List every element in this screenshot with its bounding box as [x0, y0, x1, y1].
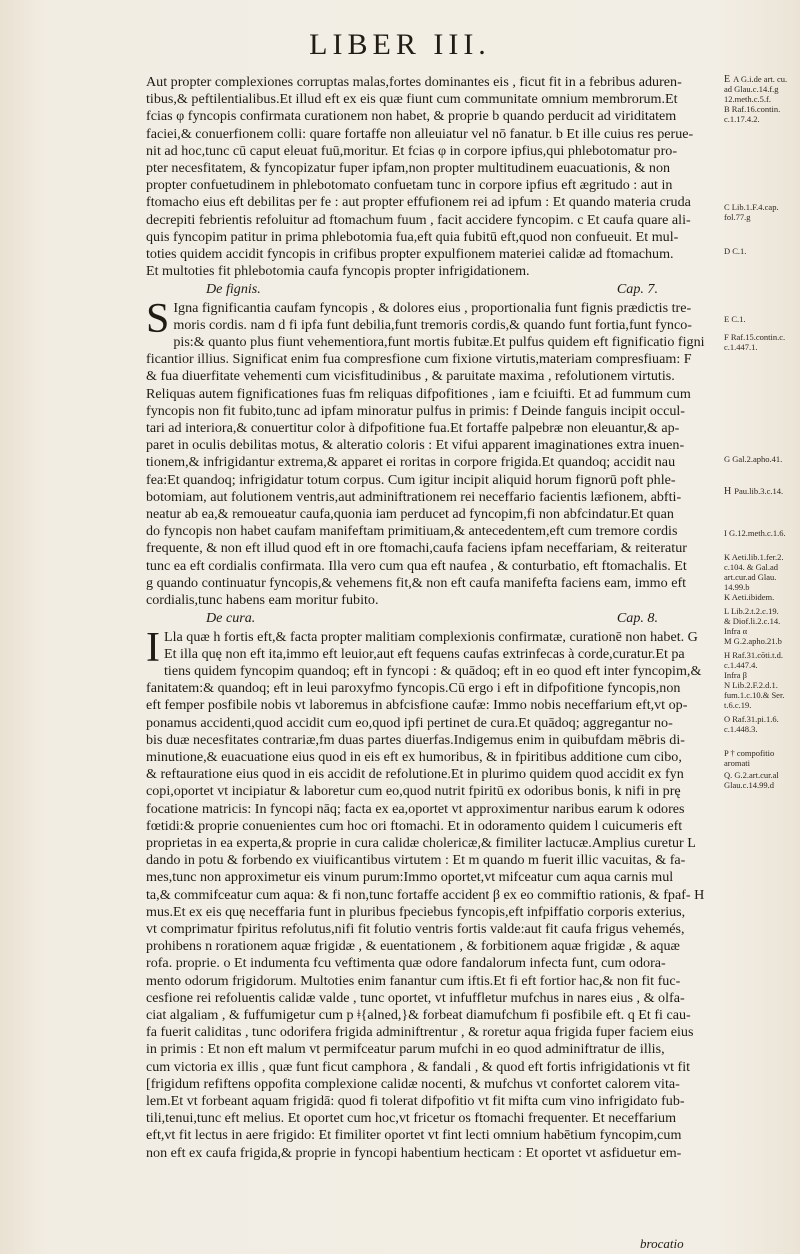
- section-title: De cura.: [206, 610, 256, 627]
- text-line: in primis : Et non eft malum vt permifceatur parum mufchi in eo quod adminiftratur de illis,: [146, 1041, 665, 1058]
- text-line: faciei,& conuerfionem colli: quare fortaffe non alleuiatur vel nō fanatur. b Et ille cuius res perue-: [146, 125, 694, 142]
- text-line: mus.Et ex eis quę neceffaria funt in pluribus fpeciebus fyncopis,eft infpiffatio corporis exterius,: [146, 903, 686, 920]
- text-line: mes,tunc non approximetur eis vinum purum:Immo oportet,vt mifceatur cum aqua carnis mul: [146, 869, 674, 886]
- margin-note-text: E C.1.: [724, 314, 746, 324]
- margin-note-text: Infra β: [724, 670, 747, 680]
- margin-note-text: O Raf.31.pi.1.6.: [724, 714, 779, 724]
- text-line: focatione matricis: In fyncopi nāq; facta ex ea,oportet vt approximentur naribus earum k odores: [146, 800, 685, 817]
- margin-note: [724, 94, 796, 105]
- text-line: tari ad interiora,& conuertitur color à difpofitione fua.Et fortaffe palpebræ non eleuantur,& ap-: [146, 420, 680, 437]
- text-line: do fyncopis non habet caufam manifeftam primitiuam,& antecedentem,eft cum tremore cordis: [146, 523, 678, 540]
- text-line: rofa. proprie. o Et indumenta fcu veftimenta quæ odore fandalorum infecta funt, cum odora-: [146, 955, 666, 972]
- text-line: tunc ea eft cordialis confirmata. Illa vero cum qua eft naufea , & conturbatio, eft ftomachalis. Et: [146, 557, 687, 574]
- text-line: botomiam, aut folutionem ventris,aut adminiftrationem rei neceffario facientis læfionem, abfti-: [146, 488, 682, 505]
- margin-note: [724, 724, 796, 735]
- margin-note: [724, 314, 796, 325]
- margin-note: [724, 246, 796, 257]
- drop-cap: I: [146, 624, 160, 671]
- text-line: tiens quidem fyncopim quandoq; eft in fyncopi : & quādoq; eft in eo quod eft inter fyncopim,&: [164, 662, 702, 679]
- margin-note: [724, 528, 796, 539]
- text-line: Et multoties fit phlebotomia caufa fyncopis propter infrigidationem.: [146, 263, 530, 280]
- text-line: decrepiti febrientis refoluitur ad ftomachum fuum , facit accidere fyncopim. c Et caufa quare ali-: [146, 211, 691, 228]
- text-line: eft,vt fit lectus in aere frigido: Et fimiliter oportet vt fint lecti omnium habētium fyncopim,cum: [146, 1127, 682, 1144]
- margin-note-text: fum.1.c.10.& Ser.: [724, 690, 785, 700]
- text-line: fa fuerit caliditas , tunc odorifera frigida adminiftrentur , & roretur aqua frigida fuper faciem eius: [146, 1024, 694, 1041]
- text-line: neatur ab ea,& remoueatur caufa,quonia iam perducet ad fyncopim,fi non abfcindatur.Et quan: [146, 506, 674, 523]
- margin-note-text: 12.meth.c.5.f.: [724, 94, 771, 104]
- margin-note-text: L Lib.2.t.2.c.19.: [724, 606, 779, 616]
- text-line: fyncopis non fit fubito,tunc ad ipfam minoratur pulfus in primis: f Deinde fanguis incipit occul-: [146, 402, 685, 419]
- margin-note: [724, 582, 796, 593]
- margin-note-text: aromati: [724, 758, 750, 768]
- text-line: & reftauratione eius quod in eis accidit de refolutione.Et in plurimo quidem quod accidit ex fyn: [146, 766, 684, 783]
- margin-note-text: C Lib.1.F.4.cap.: [724, 202, 779, 212]
- margin-note: [724, 660, 796, 671]
- text-line: non eft ex caufa frigida,& proprie in fyncopi habentium hecticam : Et oportet vt asfiduetur em-: [146, 1144, 682, 1161]
- margin-note: [724, 552, 796, 563]
- text-line: copi,oportet vt incipiatur & laboretur cum eo,quod nutrit fpiritū ex odoribus bonis, k nifi in prę: [146, 783, 681, 800]
- margin-note: [724, 670, 796, 681]
- margin-note-text: I G.12.meth.c.1.6.: [724, 528, 786, 538]
- margin-note-text: N Lib.2.F.2.d.1.: [724, 680, 778, 690]
- margin-note-text: c.1.17.4.2.: [724, 114, 760, 124]
- margin-note: [724, 758, 796, 769]
- text-line: bis duæ necesfitates contrariæ,fm duas partes diuerfas.Indigemus enim in quibufdam mēbris di-: [146, 731, 685, 748]
- margin-note: [724, 714, 796, 725]
- margin-note-text: F Raf.15.contin.c.: [724, 332, 786, 342]
- text-line: cum victoria ex illis , quæ funt ficut camphora , & fandali , & quod eft fortis infrigidationis vt fit: [146, 1058, 691, 1075]
- margin-note-text: G Gal.2.apho.41.: [724, 454, 783, 464]
- text-line: Et illa quę non eft ita,immo eft leuior,aut eft fequens caufas extrinfecas à corde,curatur.Et pa: [164, 645, 685, 662]
- margin-note-text: K Aeti.lib.1.fer.2.: [724, 552, 784, 562]
- margin-note-text: & Diof.li.2.c.14.: [724, 616, 781, 626]
- text-line: tibus,& peftilentialibus.Et illud eft ex eis quæ fiunt cum communitate omnium membrorum.Et: [146, 91, 678, 108]
- margin-letter: H: [724, 486, 732, 497]
- text-line: nit ad hoc,tunc cū caput eleuat fuū,moritur. Et fcias φ in corpore ipfius,qui phlebotomatur pro-: [146, 142, 678, 159]
- margin-note: [724, 84, 796, 95]
- text-line: proprietas in ea experta,& proprie in cura calidæ cholericæ,& fimiliter lactucæ.Amplius curetur L: [146, 834, 696, 851]
- text-line: cordialis,tunc habens eam moritur fubito.: [146, 592, 379, 609]
- text-line: eft femper posfibile nobis vt laboremus in abfcisfione caufæ: Immo nobis neceffarium eft,vt op-: [146, 697, 688, 714]
- margin-note-text: Glau.c.14.99.d: [724, 780, 775, 790]
- text-line: Lla quæ h fortis eft,& facta propter malitiam complexionis confirmatæ, curationē non habet. G: [164, 628, 698, 645]
- margin-note-text: K Aeti.ibidem.: [724, 592, 775, 602]
- text-line: tili,tenui,tunc eft melius. Et oportet cum hoc,vt fricetur os ftomachi frequenter. Et neceffarium: [146, 1110, 677, 1127]
- margin-note: [724, 636, 796, 647]
- margin-note-text: 14.99.b: [724, 582, 750, 592]
- margin-note: [724, 202, 796, 213]
- text-line: moris cordis. nam d fi ipfa funt debilia,funt tremoris cordis,& quando funt fortia,funt fynco-: [173, 316, 692, 333]
- margin-note-text: H Raf.31.cōti.t.d.: [724, 650, 784, 660]
- text-line: ciat algaliam , & fuffumigetur cum p ǂ{alned,}& forbeat diamufchum fi posfibile eft. q Et fi cau-: [146, 1006, 691, 1023]
- text-line: pter necesfitatem, & fyncopizatur fuper ipfam,non propter multitudinem euacuationis, & non: [146, 160, 671, 177]
- drop-cap: S: [146, 295, 170, 342]
- text-line: ftomacho eius eft debilitas per fe : aut propter effufionem rei ad ipfum : Et quando materia cruda: [146, 194, 691, 211]
- margin-note-text: B Raf.16.contin.: [724, 104, 781, 114]
- margin-note-text: ad Glau.c.14.f.g: [724, 84, 779, 94]
- text-line: paret in oculis debilitas motus, & alteratio coloris : Et vifui apparent imaginationes extra inuen-: [146, 437, 685, 454]
- margin-note-text: Pau.lib.3.c.14.: [734, 486, 784, 496]
- text-line: Reliquas autem fignificationes fuas fm reliquas difpofitiones , iam e fciuifti. Et ad fummum cum: [146, 385, 691, 402]
- text-line: propter confuetudinem in phlebotomato confuetam tunc in corpore ipfius eft ægritudo : aut in: [146, 177, 673, 194]
- text-line: ponamus accidenti,quod accidit cum eo,quod ipfi pertinet de cura.Et quādoq; aggregantur no-: [146, 714, 673, 731]
- text-line: fanitatem:& quandoq; eft in leui paroxyfmo fyncopis.Cū ergo i eft in difpofitione fyncopis,non: [146, 680, 681, 697]
- margin-note: [724, 562, 796, 573]
- margin-note-text: art.cur.ad Glau.: [724, 572, 777, 582]
- margin-note-text: Q. G.2.art.cur.al: [724, 770, 779, 780]
- section-title: De fignis.: [206, 281, 261, 298]
- text-line: prohibens n rorationem aquæ frigidæ , & euentationem , & forbitionem aquæ frigidæ , & aquæ: [146, 938, 680, 955]
- text-line: quis fyncopim patitur in prima phlebotomia fua,eft quia fubitū eft,quod non confueuit. Et mul-: [146, 228, 679, 245]
- text-line: fea:Et quandoq; infrigidatur totum corpus. Cum igitur incipit aliquid horum fignorū poft phle-: [146, 471, 676, 488]
- text-line: cesfione rei refoluentis calidæ valde , tunc oportet, vt infuffletur mufchus in nares eius , & olfa-: [146, 989, 685, 1006]
- margin-note-text: c.1.448.3.: [724, 724, 758, 734]
- margin-note: [724, 690, 796, 701]
- section-heading: [146, 281, 718, 298]
- margin-note: [724, 104, 796, 115]
- margin-note: [724, 626, 796, 637]
- margin-note-text: D C.1.: [724, 246, 747, 256]
- margin-note-text: M G.2.apho.21.b: [724, 636, 782, 646]
- margin-note: [724, 770, 796, 781]
- section-heading: [146, 610, 718, 627]
- text-line: & fua diuerfitate vehementi cum vicisfitudinibus , & paruitate maxima , refolutionem virtutis.: [146, 368, 675, 385]
- text-line: g quando continuatur fyncopis,& vehemens fit,& non eft caufa manifefta faciens eam, immo eft: [146, 574, 687, 591]
- text-line: Igna fignificantia caufam fyncopis , & dolores eius , proportionalia funt fignis prædictis tre-: [173, 299, 692, 316]
- main-text-column: [146, 74, 718, 1162]
- text-line: lem.Et vt forbeant aquam frigidā: quod fi tolerat difpofitio vt fit mifta cum vino infrigidato fub-: [146, 1092, 685, 1109]
- margin-note: [724, 342, 796, 353]
- text-line: toties quidem accidit fyncopis in crifibus propter expulfionem materiei calidæ ad ftomachum.: [146, 246, 674, 263]
- margin-letter: E: [724, 74, 731, 85]
- text-line: fcias φ fyncopis confirmata curationem non habet, & proprie b quando perducit ad viriditatem: [146, 108, 677, 125]
- margin-note: [724, 748, 796, 759]
- text-line: ficantior illius. Significat enim fua compresfione cum fixione virtutis,materiam compresfiuam: F: [146, 351, 692, 368]
- margin-note-text: A G.i.de art. cu.: [733, 74, 788, 84]
- margin-note: [724, 332, 796, 343]
- text-line: minutione,& euacuatione eius quod in eis eft ex humoribus, & in fpiritibus additione cum cibo,: [146, 748, 682, 765]
- margin-note: [724, 454, 796, 465]
- margin-note: [724, 572, 796, 583]
- catchword: brocatio: [640, 1236, 684, 1251]
- margin-note-text: c.104. & Gal.ad: [724, 562, 779, 572]
- margin-note: [724, 650, 796, 661]
- text-line: dando in potu & forbendo ex viuificantibus virtutem : Et m quando m fuerit illic vacuitas, & fa-: [146, 852, 686, 869]
- margin-note: [724, 212, 796, 223]
- text-line: ta,& commifceatur cum aqua: & fi non,tunc fortaffe accident β ex eo commiftio rationis, & fpaf- H: [146, 886, 705, 903]
- margin-note: [724, 592, 796, 603]
- margin-note-text: fol.77.g: [724, 212, 751, 222]
- margin-note: [724, 780, 796, 791]
- margin-note-text: t.6.c.19.: [724, 700, 752, 710]
- margin-note: [724, 606, 796, 617]
- text-line: vt comprimatur fpiritus refolutus,nifi fit folutio ventris fortis valde:aut fit caufa frigus vehemés,: [146, 920, 685, 937]
- text-line: [frigidum refiftens oppofita complexione calidæ nocenti, & mufchus vt confortet calorem vita-: [146, 1075, 680, 1092]
- margin-note: [724, 700, 796, 711]
- text-line: frequente, & non eft illud quod eft in ore ftomachi,caufa faciens ipfam neceffariam, & reiteratur: [146, 540, 687, 557]
- text-line: mento odorum frigidorum. Multoties enim fanantur cum iftis.Et fi eft fortior hac,& non fit fuc-: [146, 972, 681, 989]
- text-line: fœtidi:& proprie conuenientes cum hoc ori ftomachi. Et in odoramento quidem l cuicumeris eft: [146, 817, 683, 834]
- chapter-number: Cap. 7.: [616, 281, 658, 298]
- chapter-number: Cap. 8.: [616, 610, 658, 627]
- margin-note: [724, 616, 796, 627]
- margin-note-text: Infra α: [724, 626, 748, 636]
- margin-note-text: c.1.447.1.: [724, 342, 758, 352]
- margin-note: [724, 680, 796, 691]
- running-head: LIBER III.: [309, 28, 491, 61]
- margin-note-text: c.1.447.4.: [724, 660, 758, 670]
- margin-note-text: P † compofitio: [724, 748, 775, 758]
- text-line: Aut propter complexiones corruptas malas,fortes dominantes eis , ficut fit in a febribus aduren-: [146, 74, 682, 90]
- margin-note: [724, 486, 796, 498]
- margin-note: [724, 114, 796, 125]
- text-line: tionem,& infrigidantur extrema,& apparet ei roritas in corpore frigida.Et quandoq; accidit nau: [146, 454, 676, 471]
- text-line: pis:& quanto plus fiunt vehementiora,funt mortis fubitæ.Et pulfus quidem eft fignificatio figni: [173, 334, 705, 351]
